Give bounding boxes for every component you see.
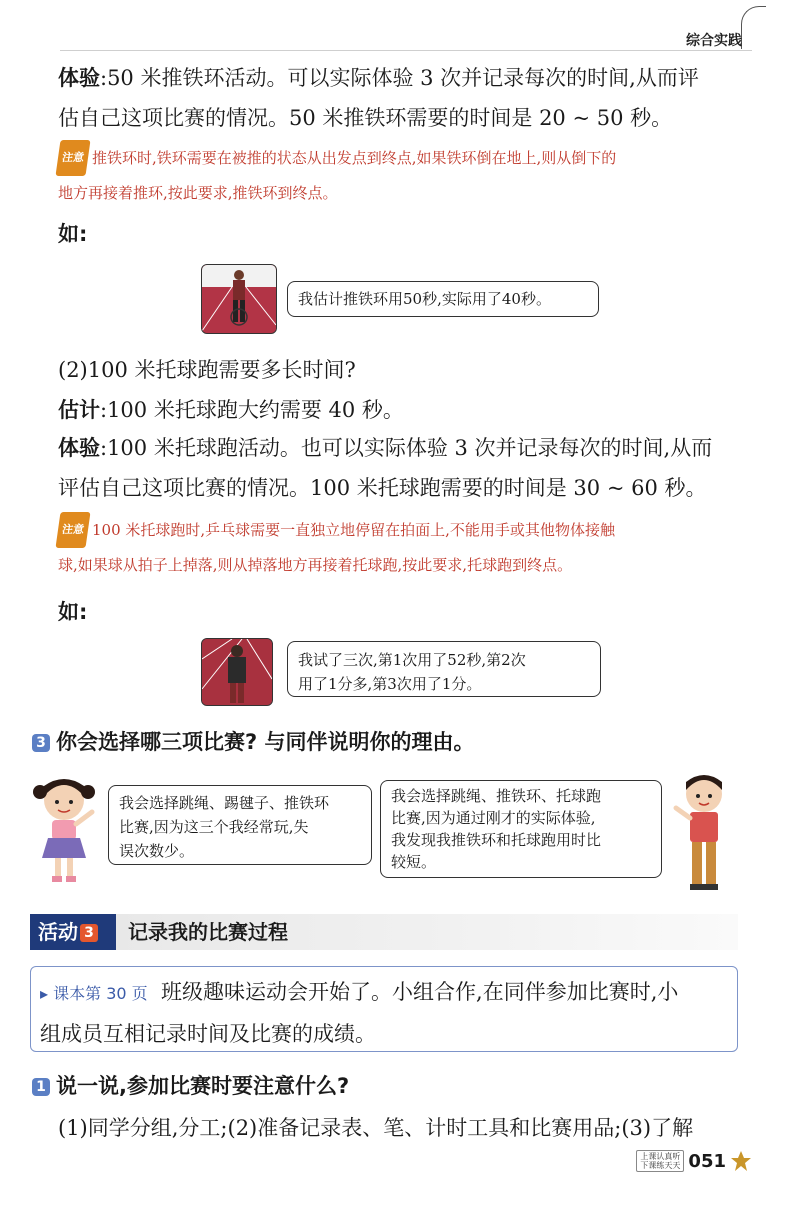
footer-slogan: 上课认真听 下课练天天: [636, 1150, 684, 1172]
question-3-text: 你会选择哪三项比赛? 与同伴说明你的理由。: [56, 730, 475, 754]
textbook-page-reference: ▸ 课本第 30 页: [40, 984, 148, 1003]
activity-title: 记录我的比赛过程: [128, 920, 288, 944]
boy-bubble-line-1: 我会选择跳绳、推铁环、托球跑: [391, 787, 602, 805]
girl-bubble-line-1: 我会选择跳绳、踢毽子、推铁环: [119, 794, 330, 812]
note-2-line-2: 球,如果球从拍子上掉落,则从掉落地方再接着托球跑,按此要求,托球跑到终点。: [58, 556, 573, 574]
example-label-1: 如:: [58, 222, 88, 246]
experience-paragraph-2: [58, 428, 748, 508]
star-icon: [730, 1150, 752, 1172]
example-1-speech-bubble: 我估计推铁环用50秒,实际用了40秒。: [287, 281, 599, 317]
activity-tag: [30, 914, 116, 950]
girl-bubble-line-3: 误次数少。: [119, 842, 195, 860]
boy-speech-bubble: [380, 780, 662, 878]
task-line-1: 班级趣味运动会开始了。小组合作,在同伴参加比赛时,小: [161, 980, 679, 1004]
page-footer: [636, 1150, 752, 1172]
example-2-bubble-line-2: 用了1分多,第3次用了1分。: [298, 675, 482, 693]
girl-bubble-line-2: 比赛,因为这三个我经常玩,失: [119, 818, 309, 836]
experience-label: 体验: [58, 66, 100, 90]
activity-number-badge: 3: [80, 924, 98, 942]
girl-speech-bubble: [108, 785, 372, 865]
note-1-line-2: 地方再接着推环,按此要求,推铁环到终点。: [58, 184, 338, 202]
experience-text-line-2: 估自己这项比赛的情况。50 米推铁环需要的时间是 20 ~ 50 秒。: [58, 106, 673, 130]
experience-2-text-line-2: 评估自己这项比赛的情况。100 米托球跑需要的时间是 30 ~ 60 秒。: [58, 476, 707, 500]
note-2-line-1: 100 米托球跑时,乒乓球需要一直独立地停留在拍面上,不能用手或其他物体接触: [92, 521, 615, 539]
question-1-text: 说一说,参加比赛时要注意什么?: [56, 1074, 350, 1098]
page-corner-decoration: [741, 6, 766, 49]
ring-rolling-photo: [201, 264, 277, 334]
question-1-number-badge: 1: [32, 1078, 50, 1096]
question-3: [32, 722, 722, 762]
experience-text-line-1: :50 米推铁环活动。可以实际体验 3 次并记录每次的时间,从而评: [100, 66, 699, 90]
example-2-bubble-line-1: 我试了三次,第1次用了52秒,第2次: [298, 651, 526, 669]
page-number: 051: [688, 1150, 726, 1172]
experience-label-2: 体验: [58, 436, 100, 460]
boy-bubble-line-3: 我发现我推铁环和托球跑用时比: [391, 831, 602, 849]
note-1: [58, 140, 748, 210]
activity-tag-label: 活动: [38, 920, 78, 944]
note-tag-2: 注意: [55, 512, 90, 548]
textbook-task-text: [40, 972, 730, 1054]
estimate-label: 估计: [58, 398, 100, 422]
answer-text: (1)同学分组,分工;(2)准备记录表、笔、计时工具和比赛用品;(3)了解: [58, 1116, 694, 1140]
boy-illustration: [670, 770, 738, 900]
estimate-2: [58, 390, 748, 430]
girl-illustration: [26, 772, 102, 888]
boy-bubble-line-2: 比赛,因为通过刚才的实际体验,: [391, 809, 596, 827]
example-2-speech-bubble: [287, 641, 601, 697]
ball-running-photo: [201, 638, 273, 706]
experience-paragraph-1: [58, 58, 748, 138]
estimate-text: :100 米托球跑大约需要 40 秒。: [100, 398, 404, 422]
section-title: 综合实践: [686, 33, 742, 49]
question-1-section: [32, 1066, 722, 1106]
note-tag: 注意: [55, 140, 90, 176]
note-1-line-1: 推铁环时,铁环需要在被推的状态从出发点到终点,如果铁环倒在地上,则从倒下的: [92, 149, 617, 167]
note-2: [58, 512, 748, 582]
question-3-number-badge: 3: [32, 734, 50, 752]
task-line-2: 组成员互相记录时间及比赛的成绩。: [40, 1022, 376, 1046]
question-2: (2)100 米托球跑需要多长时间?: [58, 358, 356, 382]
example-label-2: 如:: [58, 600, 88, 624]
experience-2-text-line-1: :100 米托球跑活动。也可以实际体验 3 次并记录每次的时间,从而: [100, 436, 713, 460]
header-divider: [60, 50, 752, 51]
boy-bubble-line-4: 较短。: [391, 853, 437, 871]
